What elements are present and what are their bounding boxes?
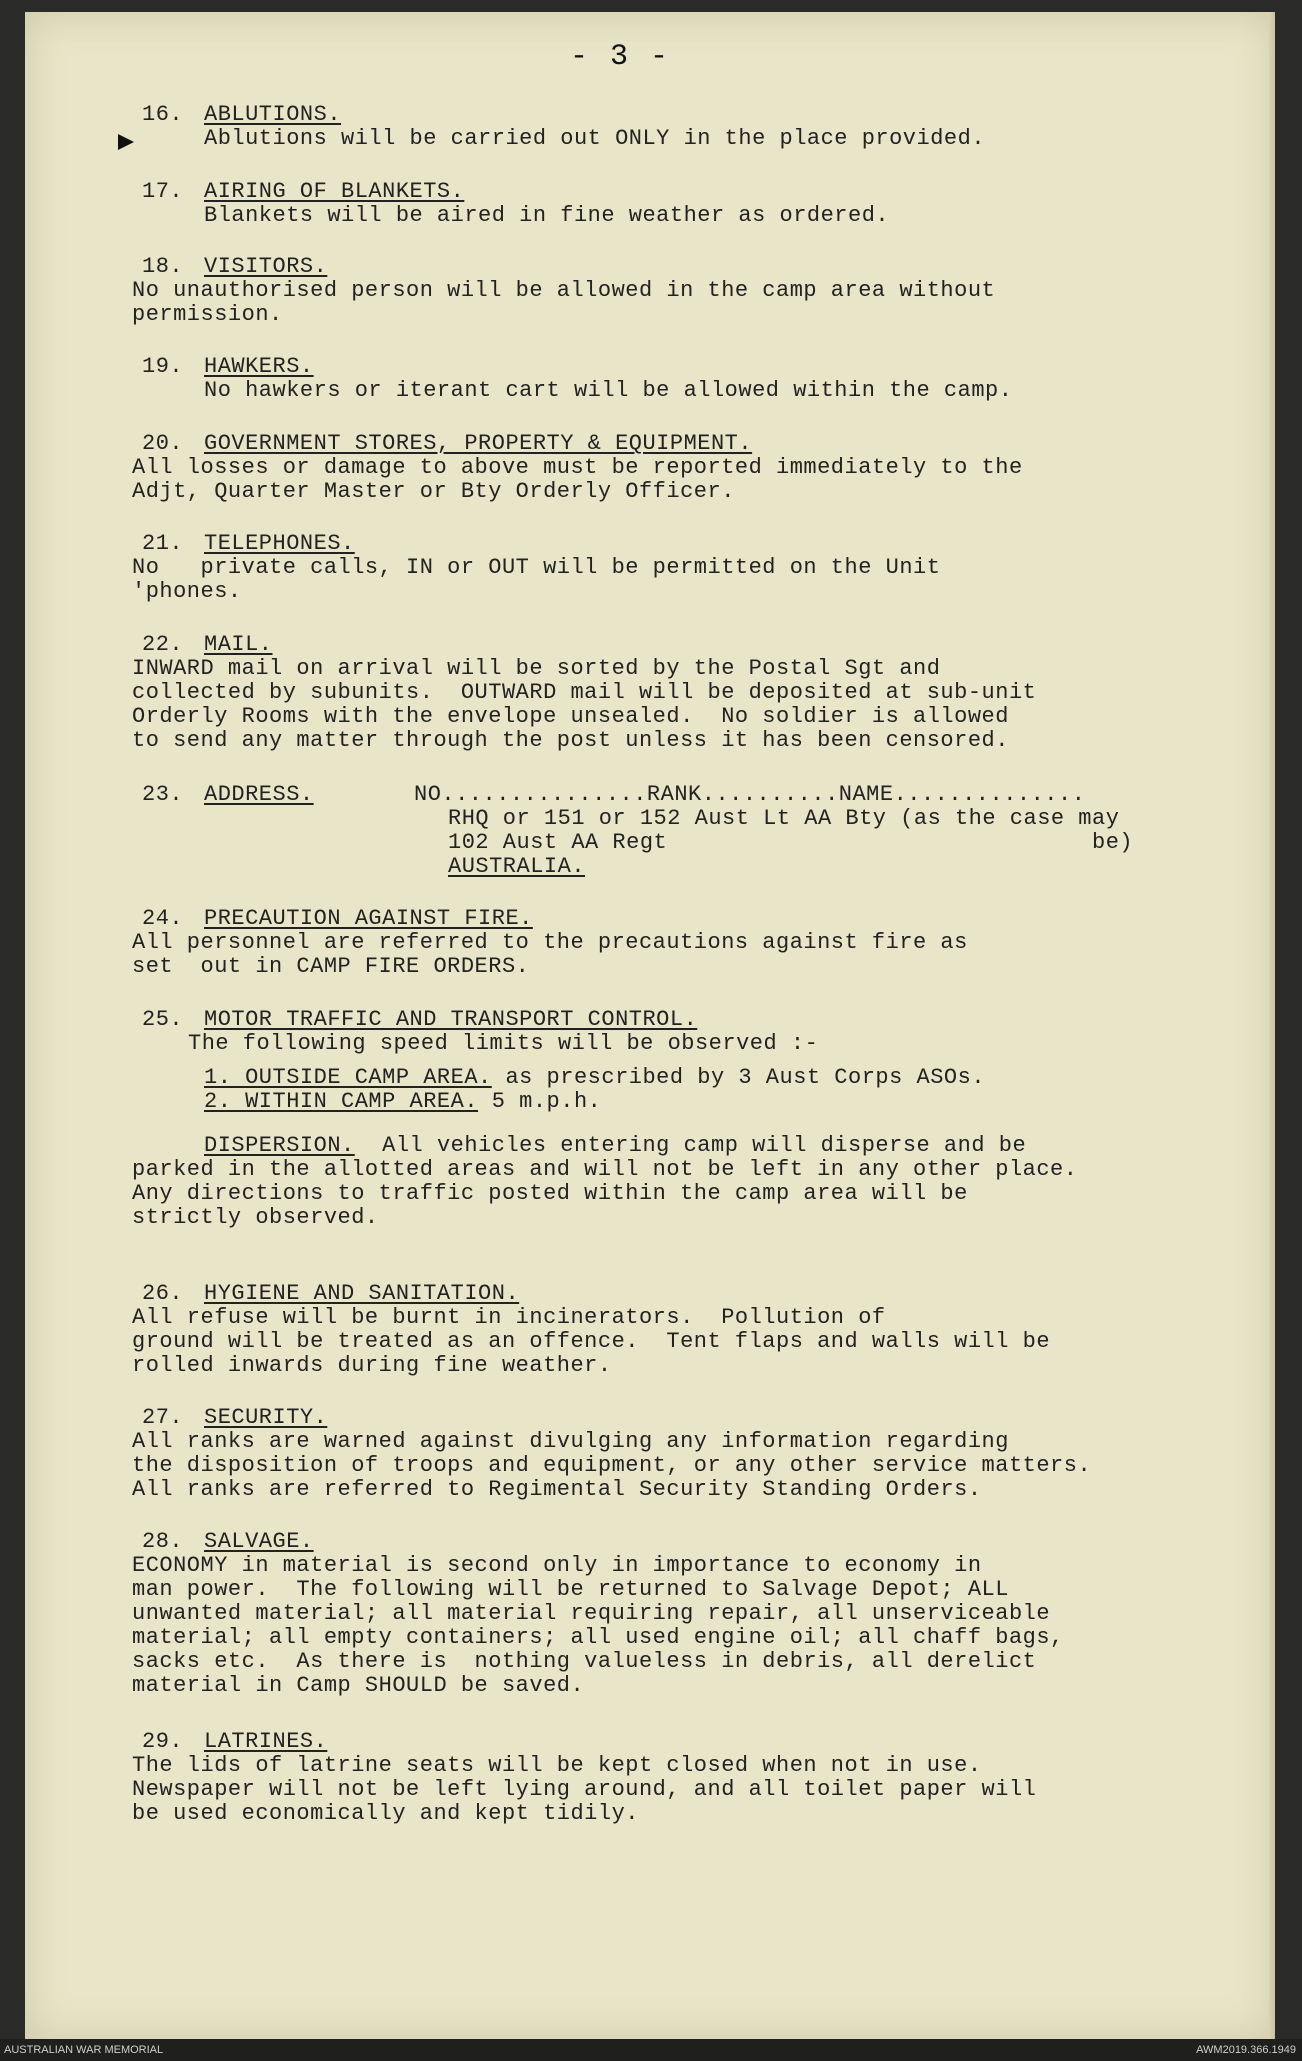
section-title: GOVERNMENT STORES, PROPERTY & EQUIPMENT.	[204, 431, 753, 456]
section-number: 22.	[142, 632, 184, 657]
address-line-3: 102 Aust AA Regt be)	[448, 830, 1134, 855]
section-title: TELEPHONES.	[204, 531, 355, 556]
speed-limit-text: 5 m.p.h.	[478, 1089, 602, 1114]
footer-accession-id: AWM2019.366.1949	[1196, 2044, 1296, 2056]
section-title: PRECAUTION AGAINST FIRE.	[204, 906, 533, 931]
section-body: No hawkers or iterant cart will be allowed within the camp.	[204, 378, 1013, 403]
section-number: 23.	[142, 782, 184, 807]
speed-intro: The following speed limits will be observed :-	[188, 1031, 819, 1056]
section-body: All personnel are referred to the precautions against fire as set out in CAMP FIRE ORDERS.	[132, 930, 968, 979]
dispersion-label: DISPERSION.	[204, 1133, 355, 1158]
section-body: ECONOMY in material is second only in importance to economy in man power. The following will be returned to Salvage Depot; ALL unwanted material; all material requiring repair, all unserviceable material; all empty containers; all used engine oil; all chaff bags, sacks etc. As there is nothing valueless in debris, all derelict material in Camp SHOULD be saved.	[132, 1553, 1064, 1698]
section-28	[132, 1529, 1262, 1698]
section-18	[132, 254, 1262, 327]
section-19	[142, 355, 1262, 403]
section-22	[132, 632, 1262, 753]
section-title: AIRING OF BLANKETS.	[204, 179, 465, 204]
section-title: ADDRESS.	[204, 782, 314, 807]
section-number: 29.	[142, 1729, 184, 1754]
speed-limit-label: 2. WITHIN CAMP AREA.	[204, 1089, 479, 1114]
paper-edge	[1269, 12, 1275, 2039]
section-number: 18.	[142, 254, 184, 279]
section-21	[132, 531, 1262, 604]
section-title: HAWKERS.	[204, 354, 314, 379]
section-body: The lids of latrine seats will be kept closed when not in use. Newspaper will not be left lying around, and all toilet paper will be used economically and kept tidily.	[132, 1753, 1037, 1826]
section-27	[132, 1405, 1262, 1502]
section-body: Blankets will be aired in fine weather as ordered.	[204, 203, 890, 228]
address-line-1: NO...............RANK..........NAME..............	[414, 782, 1086, 807]
section-20	[132, 431, 1262, 504]
speed-limit-list	[142, 1066, 1262, 1114]
section-16	[142, 103, 1262, 151]
section-17	[142, 180, 1262, 228]
speed-limit-item	[204, 1066, 1262, 1090]
dispersion-paragraph	[132, 1134, 1262, 1230]
section-number: 24.	[142, 906, 184, 931]
section-body: INWARD mail on arrival will be sorted by the Postal Sgt and collected by subunits. OUTWARD mail will be deposited at sub-unit Orderly Rooms with the envelope unsealed. No soldier is allowed to send any matter through the post unless it has been censored.	[132, 656, 1037, 753]
footer-bar	[0, 2039, 1302, 2061]
section-title: ABLUTIONS.	[204, 102, 342, 127]
section-body: No private calls, IN or OUT will be permitted on the Unit 'phones.	[132, 555, 941, 604]
page-number: - 3 -	[570, 40, 671, 74]
section-25-motor-traffic	[132, 1007, 1262, 1230]
speed-limit-item	[204, 1090, 1262, 1114]
speed-limit-text: as prescribed by 3 Aust Corps ASOs.	[491, 1065, 986, 1090]
section-body: All ranks are warned against divulging any information regarding the disposition of troops and equipment, or any other service matters. All ranks are referred to Regimental Security Standing Orders.	[132, 1429, 1092, 1502]
section-23-address	[142, 783, 1262, 879]
speed-limit-label: 1. OUTSIDE CAMP AREA.	[204, 1065, 492, 1090]
section-number: 19.	[142, 354, 184, 379]
section-number: 16.	[142, 102, 184, 127]
section-number: 28.	[142, 1529, 184, 1554]
address-line-2: RHQ or 151 or 152 Aust Lt AA Bty (as the case may	[448, 806, 1120, 831]
dispersion-text: All vehicles entering camp will disperse and be parked in the allotted areas and will not be left in any other place. Any directions to traffic posted within the camp area will be strictly observed.	[132, 1133, 1078, 1230]
section-body: All refuse will be burnt in incinerators. Pollution of ground will be treated as an offence. Tent flaps and walls will be rolled inwards during fine weather.	[132, 1305, 1051, 1378]
section-body: No unauthorised person will be allowed in the camp area without permission.	[132, 278, 996, 327]
section-title: SALVAGE.	[204, 1529, 314, 1554]
section-body: All losses or damage to above must be reported immediately to the Adjt, Quarter Master or Bty Orderly Officer.	[132, 455, 1023, 504]
section-number: 20.	[142, 431, 184, 456]
section-number: 21.	[142, 531, 184, 556]
footer-source-label: AUSTRALIAN WAR MEMORIAL	[4, 2044, 164, 2056]
section-title: LATRINES.	[204, 1729, 328, 1754]
section-title: HYGIENE AND SANITATION.	[204, 1281, 520, 1306]
section-29	[132, 1729, 1262, 1826]
section-title: MAIL.	[204, 632, 273, 657]
section-number: 17.	[142, 179, 184, 204]
address-line-4: AUSTRALIA.	[448, 854, 586, 879]
section-number: 26.	[142, 1281, 184, 1306]
section-title: VISITORS.	[204, 254, 328, 279]
section-body: Ablutions will be carried out ONLY in the place provided.	[204, 126, 986, 151]
section-24	[132, 906, 1262, 979]
section-number: 27.	[142, 1405, 184, 1430]
section-26	[132, 1281, 1262, 1378]
section-title: SECURITY.	[204, 1405, 328, 1430]
section-title: MOTOR TRAFFIC AND TRANSPORT CONTROL.	[204, 1007, 698, 1032]
section-number: 25.	[142, 1007, 184, 1032]
